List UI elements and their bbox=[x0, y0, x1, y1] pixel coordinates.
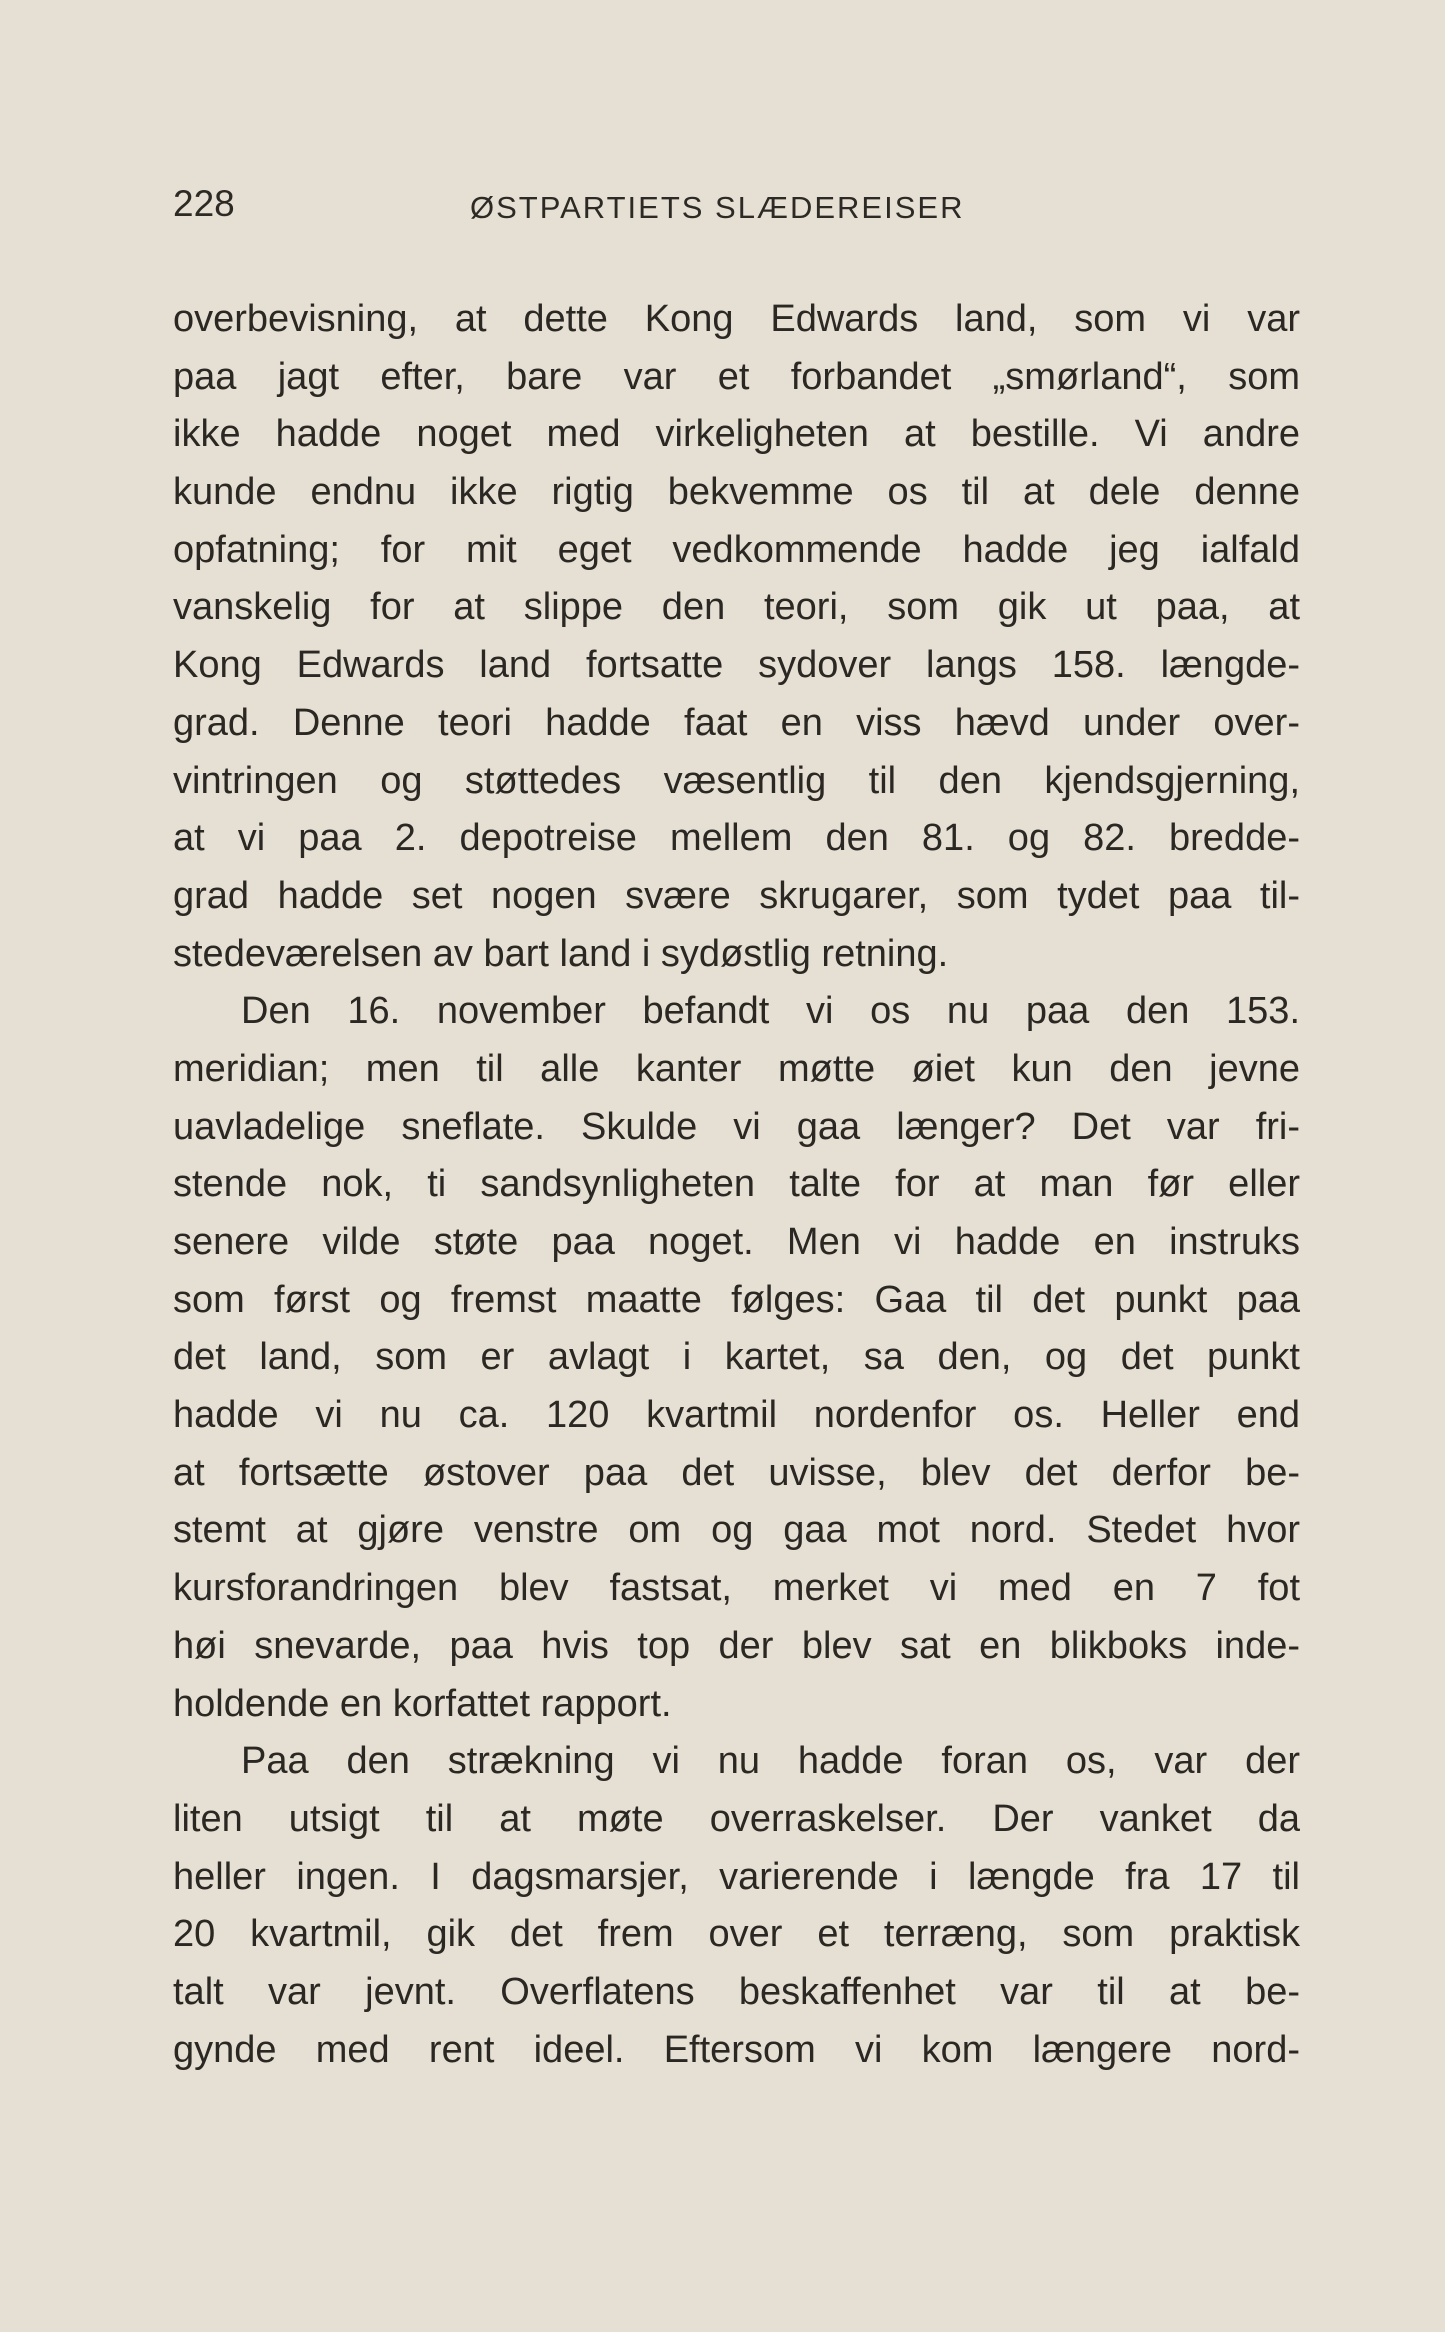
text-line: som først og fremst maatte følges: Gaa til det punkt paa bbox=[173, 1278, 1300, 1321]
text-line: vintringen og støttedes væsentlig til den kjendsgjerning, bbox=[173, 759, 1300, 802]
text-line: vanskelig for at slippe den teori, som gik ut paa, at bbox=[173, 586, 1300, 629]
text-line: meridian; men til alle kanter møtte øiet kun den jevne bbox=[173, 1047, 1300, 1090]
text-line: ikke hadde noget med virkeligheten at bestille. Vi andre bbox=[173, 413, 1300, 456]
text-line: Den 16. november befandt vi os nu paa den 153. bbox=[241, 990, 1300, 1033]
text-line: stemt at gjøre venstre om og gaa mot nord. Stedet hvor bbox=[173, 1509, 1300, 1552]
body-text bbox=[173, 291, 1300, 2079]
paragraph-1 bbox=[173, 291, 1300, 983]
text-line: hadde vi nu ca. 120 kvartmil nordenfor os. Heller end bbox=[173, 1394, 1300, 1437]
text-line: høi snevarde, paa hvis top der blev sat en blikboks inde- bbox=[173, 1624, 1300, 1667]
text-line: Paa den strækning vi nu hadde foran os, var der bbox=[241, 1740, 1300, 1783]
text-line: kursforandringen blev fastsat, merket vi med en 7 fot bbox=[173, 1567, 1300, 1610]
page-header bbox=[173, 183, 1300, 243]
text-line: opfatning; for mit eget vedkommende hadde jeg ialfald bbox=[173, 528, 1300, 571]
text-line: grad hadde set nogen svære skrugarer, som tydet paa til- bbox=[173, 874, 1300, 917]
text-line: kunde endnu ikke rigtig bekvemme os til at dele denne bbox=[173, 471, 1300, 514]
text-line: gynde med rent ideel. Eftersom vi kom længere nord- bbox=[173, 2028, 1300, 2071]
page-number: 228 bbox=[173, 183, 235, 224]
text-line: talt var jevnt. Overflatens beskaffenhet var til at be- bbox=[173, 1970, 1300, 2013]
text-line: overbevisning, at dette Kong Edwards land, som vi var bbox=[173, 298, 1300, 340]
text-line: grad. Denne teori hadde faat en viss hævd under over- bbox=[173, 701, 1300, 744]
text-line: at fortsætte østover paa det uvisse, blev det derfor be- bbox=[173, 1451, 1300, 1494]
text-line: stedeværelsen av bart land i sydøstlig retning. bbox=[173, 932, 949, 975]
text-line: liten utsigt til at møte overraskelser. Der vanket da bbox=[173, 1797, 1300, 1840]
paragraph-3 bbox=[173, 1733, 1300, 2079]
text-line: Kong Edwards land fortsatte sydover langs 158. længde- bbox=[173, 644, 1300, 687]
paragraph-2 bbox=[173, 983, 1300, 1733]
text-line: 20 kvartmil, gik det frem over et terræng, som praktisk bbox=[173, 1913, 1300, 1956]
text-line: senere vilde støte paa noget. Men vi hadde en instruks bbox=[173, 1221, 1300, 1263]
running-title: ØSTPARTIETS SLÆDEREISER bbox=[470, 190, 965, 225]
text-line: stende nok, ti sandsynligheten talte for at man før eller bbox=[173, 1163, 1300, 1206]
text-line: uavladelige sneflate. Skulde vi gaa længer? Det var fri- bbox=[173, 1105, 1300, 1148]
text-line: paa jagt efter, bare var et forbandet „smørland“, som bbox=[173, 355, 1300, 398]
text-line: at vi paa 2. depotreise mellem den 81. og 82. bredde- bbox=[173, 817, 1300, 860]
text-line: holdende en korfattet rapport. bbox=[173, 1682, 672, 1725]
text-line: det land, som er avlagt i kartet, sa den, og det punkt bbox=[173, 1336, 1300, 1379]
text-line: heller ingen. I dagsmarsjer, varierende i længde fra 17 til bbox=[173, 1855, 1300, 1898]
